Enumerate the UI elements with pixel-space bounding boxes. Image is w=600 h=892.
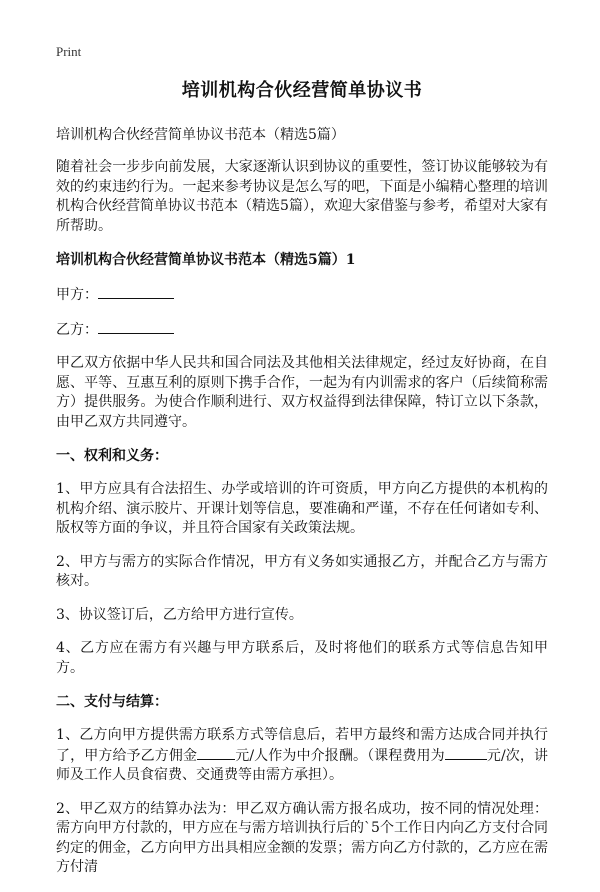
party-a-line (56, 284, 548, 305)
section-rights-heading: 一、权利和义务： (56, 448, 168, 464)
sample-heading: 培训机构合伙经营简单协议书范本（精选5篇）1 (56, 252, 356, 268)
document-title: 培训机构合伙经营简单协议书 (181, 80, 423, 101)
party-b-line (56, 319, 548, 340)
document-subtitle: 培训机构合伙经营简单协议书范本（精选5篇） (56, 127, 345, 143)
rights-item-4: 4、乙方应在需方有兴趣与甲方联系后，及时将他们的联系方式等信息告知甲方。 (56, 640, 548, 676)
payment-item-1-part3: 元/次，讲师及工作人员食宿费、交通费等由需方承担）。 (56, 747, 549, 783)
rights-item-3: 3、协议签订后，乙方给甲方进行宣传。 (56, 606, 303, 623)
rights-item-2: 2、甲方与需方的实际合作情况，甲方有义务如实通报乙方，并配合乙方与需方核对。 (56, 553, 548, 589)
print-link[interactable]: Print (56, 44, 82, 59)
payment-item-1-part1: 1、乙方向甲方提供需方联系方式等信息后，若甲方最终和需方达成合同并执行了，甲方给予乙方佣金 (56, 727, 548, 764)
section-payment-heading: 二、支付与结算： (56, 694, 168, 710)
preamble-paragraph: 甲乙双方依据中华人民共和国合同法及其他相关法律规定，经过友好协商，在自愿、平等、互惠互利的原则下携手合作，一起为有内训需求的客户（后续简称需方）提供服务。为使合作顺利进行、双方权益得到法律保障，特订立以下条款，由甲乙双方共同遵守。 (56, 355, 548, 430)
party-b-blank (98, 319, 174, 334)
payment-item-2: 2、甲乙双方的结算办法为：甲乙双方确认需方报名成功，按不同的情况处理：需方向甲方付款的，甲方应在与需方培训执行后的`5个工作日内向乙方支付合同约定的佣金，乙方向甲方出具相应金额的发票；需方向乙方付款的，乙方应在需方付清 (56, 800, 548, 875)
party-a-blank (98, 284, 174, 299)
party-a-label: 甲方： (56, 287, 98, 303)
party-b-label: 乙方： (56, 322, 98, 338)
payment-item-1 (56, 726, 548, 786)
document-page (56, 78, 548, 892)
course-fee-blank (445, 746, 487, 760)
intro-paragraph: 随着社会一步步向前发展，大家逐渐认识到协议的重要性，签订协议能够较为有效的约束违约行为。一起来参考协议是怎么写的吧，下面是小编精心整理的培训机构合伙经营简单协议书范本（精选5篇），欢迎大家借鉴与参考，希望对大家有所帮助。 (56, 159, 548, 234)
rights-item-1: 1、甲方应具有合法招生、办学或培训的许可资质，甲方向乙方提供的本机构的机构介绍、演示胶片、开课计划等信息，要准确和严谨，不存在任何诸如专利、版权等方面的争议，并且符合国家有关政策法规。 (56, 481, 548, 536)
commission-blank (197, 746, 235, 760)
payment-item-1-part2: 元/人作为中介报酬。（课程费用为 (235, 747, 445, 764)
